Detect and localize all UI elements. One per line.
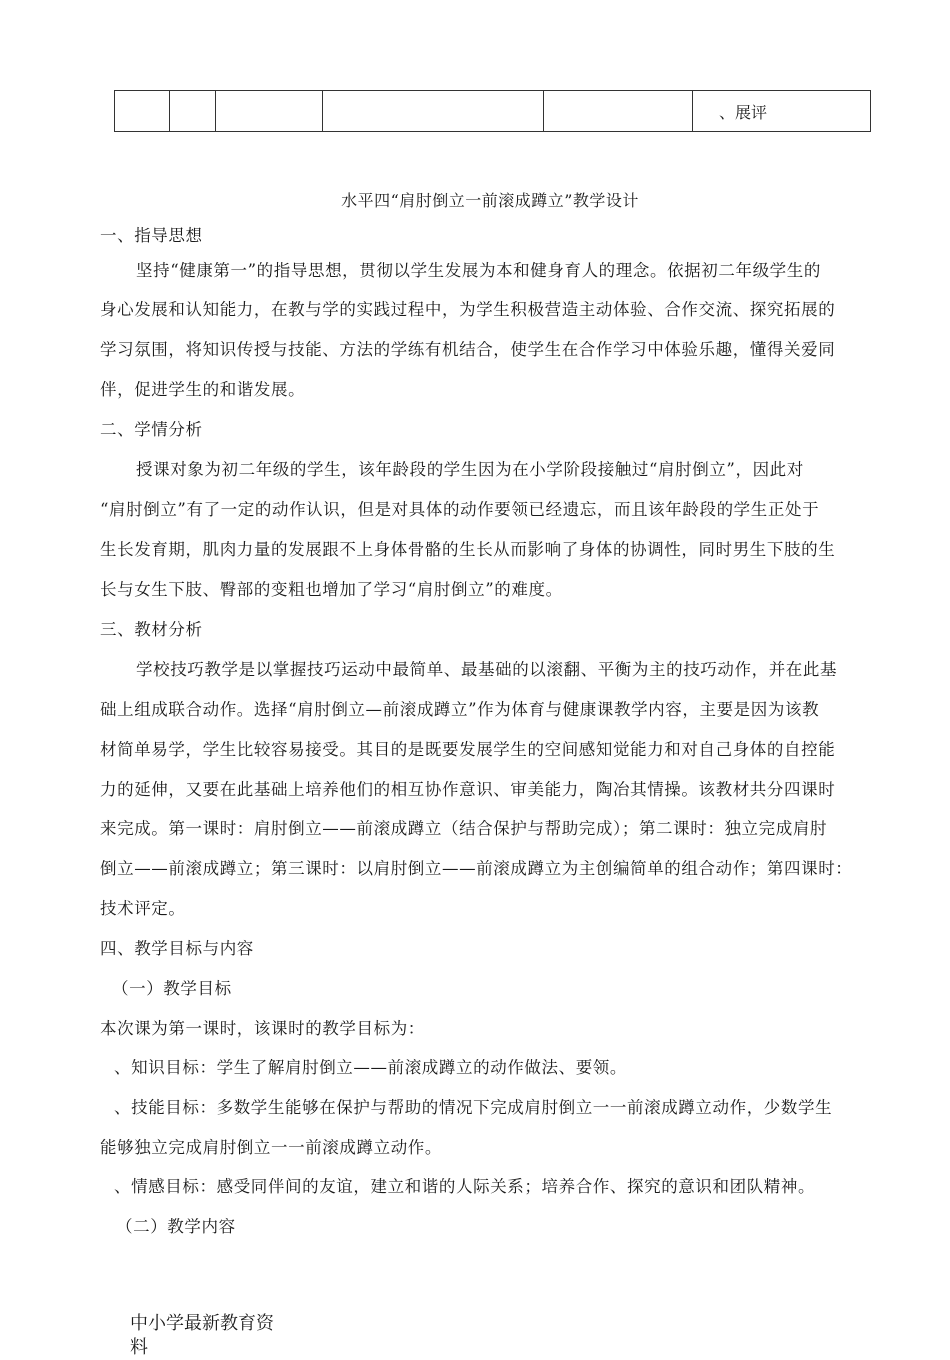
paragraph-line: 技术评定。: [100, 899, 186, 918]
heading-guiding-thought: 一、指导思想: [100, 226, 203, 245]
table-fragment: [114, 90, 871, 132]
paragraph-line: 身心发展和认知能力，在教与学的实践过程中，为学生积极营造主动体验、合作交流、探究拓展的: [100, 300, 836, 319]
subheading-content: （二）教学内容: [116, 1217, 236, 1236]
table-cell: [115, 91, 170, 132]
paragraph-line: 倒立——前滚成蹲立；第三课时：以肩肘倒立——前滚成蹲立为主创编简单的组合动作；第四课时：: [100, 859, 853, 878]
paragraph-line: 长与女生下肢、臀部的变粗也增加了学习“肩肘倒立”的难度。: [100, 580, 563, 599]
heading-material-analysis: 三、教材分析: [100, 620, 203, 639]
paragraph-line: 授课对象为初二年级的学生，该年龄段的学生因为在小学阶段接触过“肩肘倒立”，因此对: [136, 460, 804, 479]
paragraph-line: 学习氛围，将知识传授与技能、方法的学练有机结合，使学生在合作学习中体验乐趣，懂得关爱同: [100, 340, 836, 359]
subheading-goals: （一）教学目标: [112, 979, 232, 998]
table-cell: [216, 91, 323, 132]
document-title: 水平四“肩肘倒立一前滚成蹲立”教学设计: [341, 191, 639, 210]
paragraph-line: 来完成。第一课时：肩肘倒立——前滚成蹲立（结合保护与帮助完成）；第二课时：独立完成肩肘: [100, 819, 828, 838]
table-cell: [323, 91, 544, 132]
paragraph-line: 坚持“健康第一”的指导思想，贯彻以学生发展为本和健身育人的理念。依据初二年级学生的: [136, 261, 821, 280]
heading-goals-content: 四、教学目标与内容: [100, 939, 254, 958]
paragraph-line: 伴，促进学生的和谐发展。: [100, 380, 306, 399]
paragraph-line: 材简单易学，学生比较容易接受。其目的是既要发展学生的空间感知觉能力和对自己身体的自控能: [100, 740, 836, 759]
paragraph-line: 学校技巧教学是以掌握技巧运动中最简单、最基础的以滚翻、平衡为主的技巧动作，并在此基: [136, 660, 838, 679]
paragraph-line: 础上组成联合动作。选择“肩肘倒立—前滚成蹲立”作为体育与健康课教学内容，主要是因为该教: [100, 700, 820, 719]
page-footer: 中小学最新教育资料: [130, 1313, 274, 1358]
table-cell: [170, 91, 216, 132]
heading-student-analysis: 二、学情分析: [100, 420, 203, 439]
paragraph-line: “肩肘倒立”有了一定的动作认识，但是对具体的动作要领已经遗忘，而且该年龄段的学生正处于: [100, 500, 820, 519]
paragraph-line: 生长发育期，肌肉力量的发展跟不上身体骨骼的生长从而影响了身体的协调性，同时男生下肢的生: [100, 540, 836, 559]
goal-knowledge: 、知识目标：学生了解肩肘倒立——前滚成蹲立的动作做法、要领。: [114, 1058, 627, 1077]
goal-emotion: 、情感目标：感受同伴间的友谊，建立和谐的人际关系；培养合作、探究的意识和团队精神。: [114, 1177, 816, 1196]
table-cell: [544, 91, 693, 132]
table-row: [115, 91, 871, 132]
table-cell-review: 、展评: [693, 91, 871, 132]
paragraph-line: 力的延伸，又要在此基础上培养他们的相互协作意识、审美能力，陶冶其情操。该教材共分四课时: [100, 780, 836, 799]
paragraph-line: 能够独立完成肩肘倒立一一前滚成蹲立动作。: [100, 1138, 442, 1157]
goal-skill: 、技能目标：多数学生能够在保护与帮助的情况下完成肩肘倒立一一前滚成蹲立动作，少数学生: [114, 1098, 833, 1117]
paragraph-line: 本次课为第一课时，该课时的教学目标为：: [100, 1019, 425, 1038]
